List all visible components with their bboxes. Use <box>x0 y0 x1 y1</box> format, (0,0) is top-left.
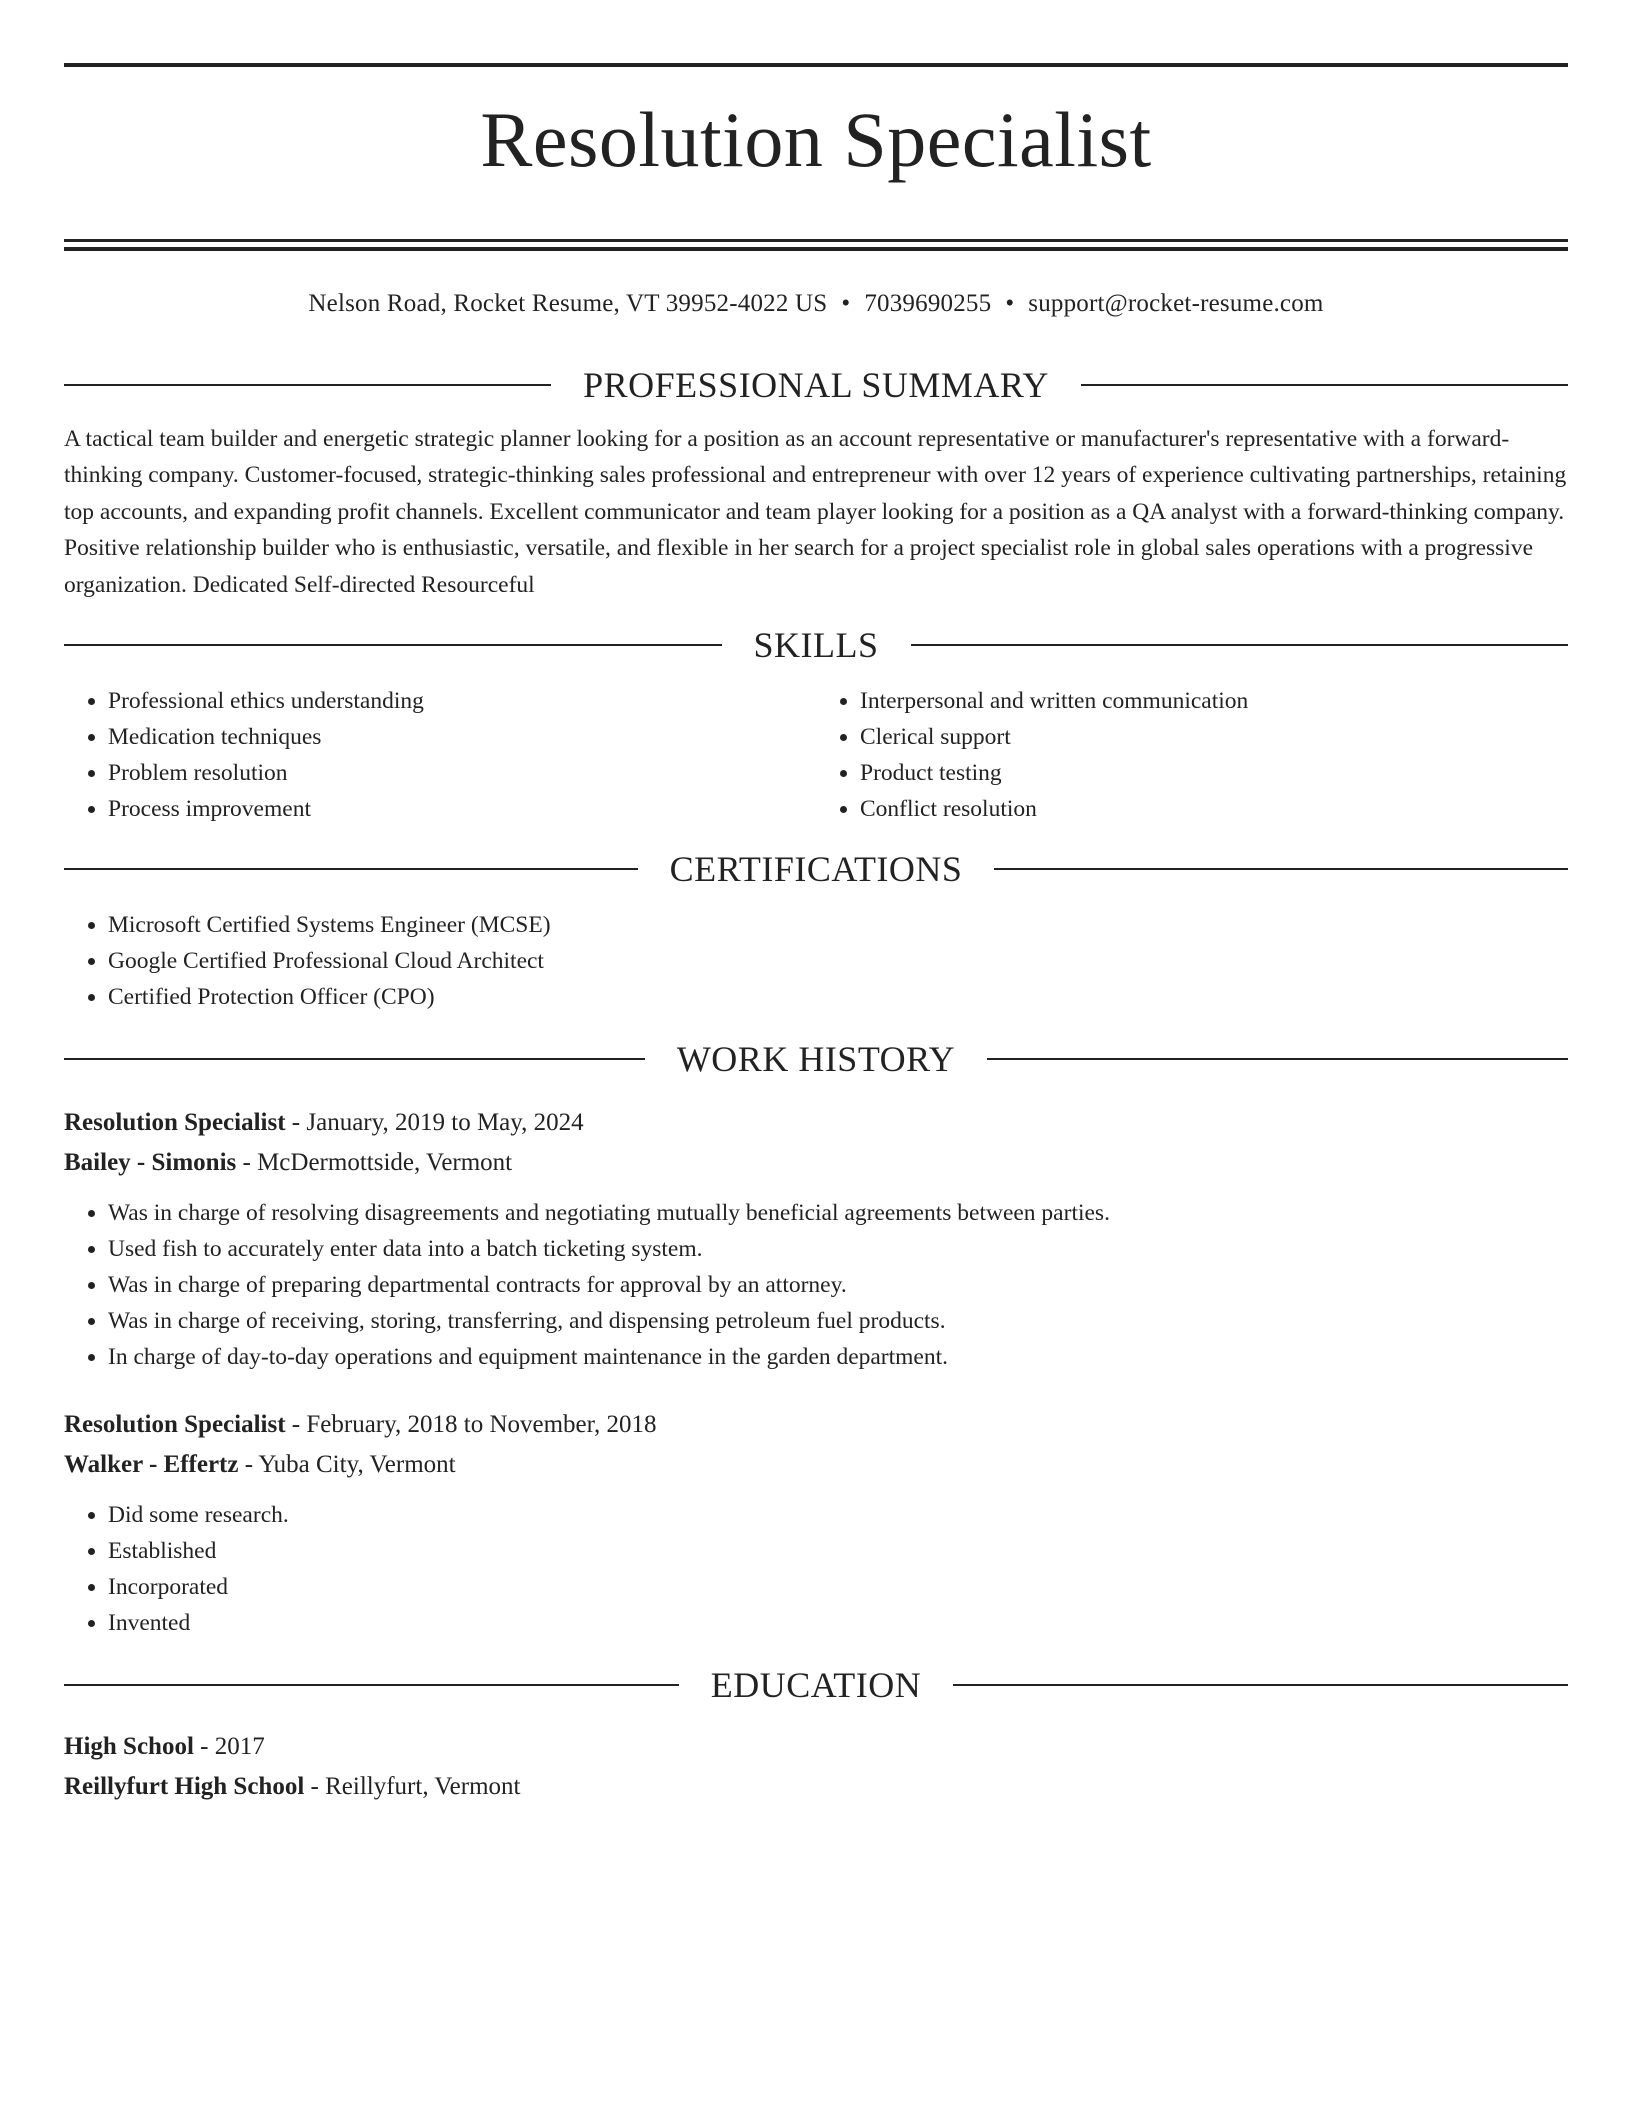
section-rule <box>64 868 638 870</box>
education-location: - Reillyfurt, Vermont <box>304 1773 521 1801</box>
skill-item: • Product testing <box>860 755 1568 791</box>
education-entry <box>64 1727 1568 1807</box>
certifications-section-header <box>64 847 1568 891</box>
section-rule <box>64 384 551 386</box>
job-bullet: • Did some research. <box>108 1497 1568 1533</box>
education-school-line <box>64 1767 1568 1807</box>
job-entry <box>64 1405 1568 1641</box>
certification-item: • Certified Protection Officer (CPO) <box>108 979 1568 1015</box>
section-rule <box>64 644 722 646</box>
job-bullet: • Was in charge of receiving, storing, transferring, and dispensing petroleum fuel products. <box>108 1303 1568 1339</box>
job-dates: - January, 2019 to May, 2024 <box>285 1109 584 1137</box>
job-entry <box>64 1103 1568 1375</box>
education-degree-line <box>64 1727 1568 1767</box>
section-rule <box>953 1684 1568 1686</box>
skills-list-left <box>64 683 816 827</box>
certifications-section-title: CERTIFICATIONS <box>669 849 963 890</box>
skill-item: • Medication techniques <box>108 719 816 755</box>
top-rule <box>64 63 1568 67</box>
job-company: Bailey - Simonis <box>64 1149 237 1177</box>
job-title: Resolution Specialist <box>64 1411 286 1439</box>
skill-item: • Problem resolution <box>108 755 816 791</box>
contact-address: Nelson Road, Rocket Resume, VT 39952-4022 US <box>308 290 828 317</box>
job-location: - McDermottside, Vermont <box>236 1149 513 1177</box>
section-rule <box>64 1058 645 1060</box>
summary-section-title: PROFESSIONAL SUMMARY <box>583 365 1049 405</box>
job-bullet: • Established <box>108 1533 1568 1569</box>
job-company-line <box>64 1445 1568 1485</box>
certification-item: • Microsoft Certified Systems Engineer (MCSE) <box>108 907 1568 943</box>
job-bullet: • Was in charge of preparing departmental contracts for approval by an attorney. <box>108 1267 1568 1303</box>
job-title-line <box>64 1103 1568 1143</box>
job-title: Resolution Specialist <box>64 1109 286 1137</box>
job-dates: - February, 2018 to November, 2018 <box>285 1411 657 1439</box>
skill-item: • Interpersonal and written communication <box>860 683 1568 719</box>
header-double-rule <box>64 239 1568 251</box>
skills-grid <box>64 683 1568 827</box>
summary-section-header <box>64 363 1568 407</box>
contact-email: support@rocket-resume.com <box>1028 290 1324 317</box>
skill-item: • Professional ethics understanding <box>108 683 816 719</box>
contact-separator: • <box>841 290 851 317</box>
education-section-title: EDUCATION <box>710 1665 922 1706</box>
job-company: Walker - Effertz <box>64 1451 239 1479</box>
contact-separator: • <box>1005 290 1015 317</box>
contact-phone: 7039690255 <box>864 290 992 317</box>
job-title-line <box>64 1405 1568 1445</box>
job-company-line <box>64 1143 1568 1183</box>
job-bullets <box>64 1497 1568 1641</box>
skills-list-right <box>816 683 1568 827</box>
work-section-title: WORK HISTORY <box>676 1039 956 1080</box>
work-section-header <box>64 1037 1568 1081</box>
job-bullets <box>64 1195 1568 1375</box>
certifications-list <box>64 907 1568 1015</box>
skills-section-title: SKILLS <box>753 625 879 666</box>
skill-item: • Clerical support <box>860 719 1568 755</box>
section-rule <box>64 1684 679 1686</box>
education-section-header <box>64 1663 1568 1707</box>
job-bullet: • Invented <box>108 1605 1568 1641</box>
job-bullet: • Incorporated <box>108 1569 1568 1605</box>
skills-section-header <box>64 623 1568 667</box>
certification-item: • Google Certified Professional Cloud Architect <box>108 943 1568 979</box>
section-rule <box>1081 384 1568 386</box>
job-bullet: • Used fish to accurately enter data into a batch ticketing system. <box>108 1231 1568 1267</box>
skill-item: • Process improvement <box>108 791 816 827</box>
education-year: - 2017 <box>193 1733 265 1761</box>
summary-text: A tactical team builder and energetic strategic planner looking for a position as an account representative or manufacturer's representative with a forward-thinking company. Customer-focused, strategic-thinking sales professional and entrepreneur with over 12 years of experience cultivating partnerships, retaining top accounts, and expanding profit channels. Excellent communicator and team player looking for a position as a QA analyst with a forward-thinking company. Positive relationship builder who is enthusiastic, versatile, and flexible in her search for a project specialist role in global sales operations with a progressive organization. Dedicated Self-directed Resourceful <box>64 426 1567 598</box>
education-school: Reillyfurt High School <box>64 1773 305 1801</box>
job-location: - Yuba City, Vermont <box>238 1451 456 1479</box>
section-rule <box>994 868 1568 870</box>
resume-name: Resolution Specialist <box>480 96 1152 183</box>
contact-line <box>64 287 1568 321</box>
section-rule <box>911 644 1569 646</box>
job-bullet: • In charge of day-to-day operations and equipment maintenance in the garden department. <box>108 1339 1568 1375</box>
education-degree: High School <box>64 1733 194 1761</box>
job-bullet: • Was in charge of resolving disagreements and negotiating mutually beneficial agreements between parties. <box>108 1195 1568 1231</box>
skill-item: • Conflict resolution <box>860 791 1568 827</box>
section-rule <box>987 1058 1568 1060</box>
